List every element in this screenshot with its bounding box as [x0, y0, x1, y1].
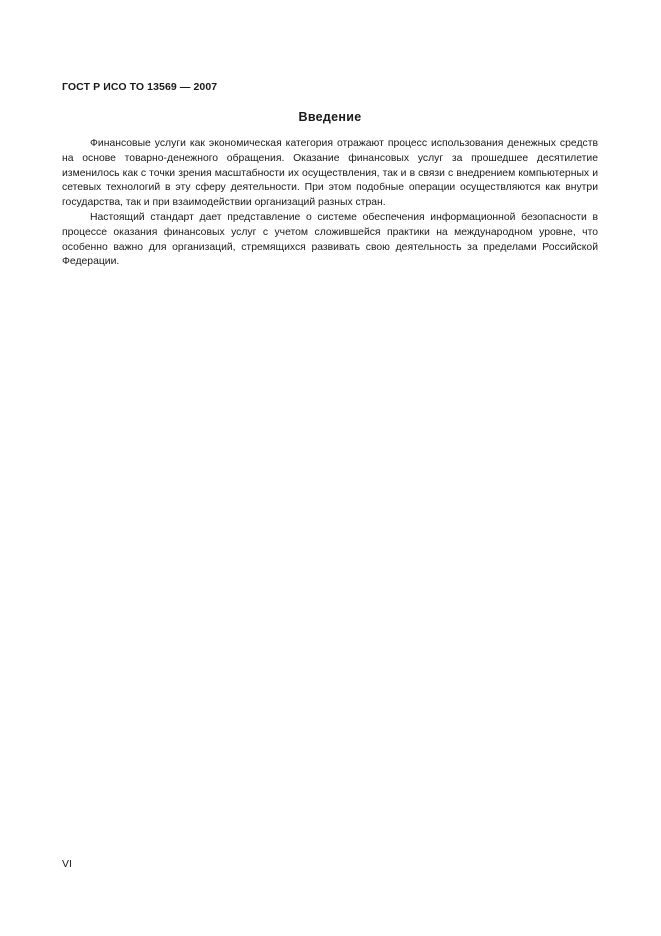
body-text — [62, 137, 598, 270]
document-header: ГОСТ Р ИСО ТО 13569 — 2007 — [62, 81, 218, 93]
section-title: Введение — [298, 110, 362, 124]
page-number: VI — [62, 858, 72, 870]
paragraph: Финансовые услуги как экономическая категория отражают процесс использования денежных средств на основе товарно-денежного обращения. Оказание финансовых услуг за прошедшее десятилетие изменилось как с точки зрения масштабности их осуществления, так и в связи с внедрением компьютерных и сетевых технологий в эту сферу деятельности. При этом подобные операции осуществляются как внутри государства, так и при взаимодействии организаций разных стран. — [62, 138, 598, 209]
paragraph: Настоящий стандарт дает представление о системе обеспечения информационной безопасности в процессе оказания финансовых услуг с учетом сложившейся практики на международном уровне, что особенно важно для организаций, стремящихся развивать свою деятельность за пределами Российской Федерации. — [62, 211, 598, 268]
